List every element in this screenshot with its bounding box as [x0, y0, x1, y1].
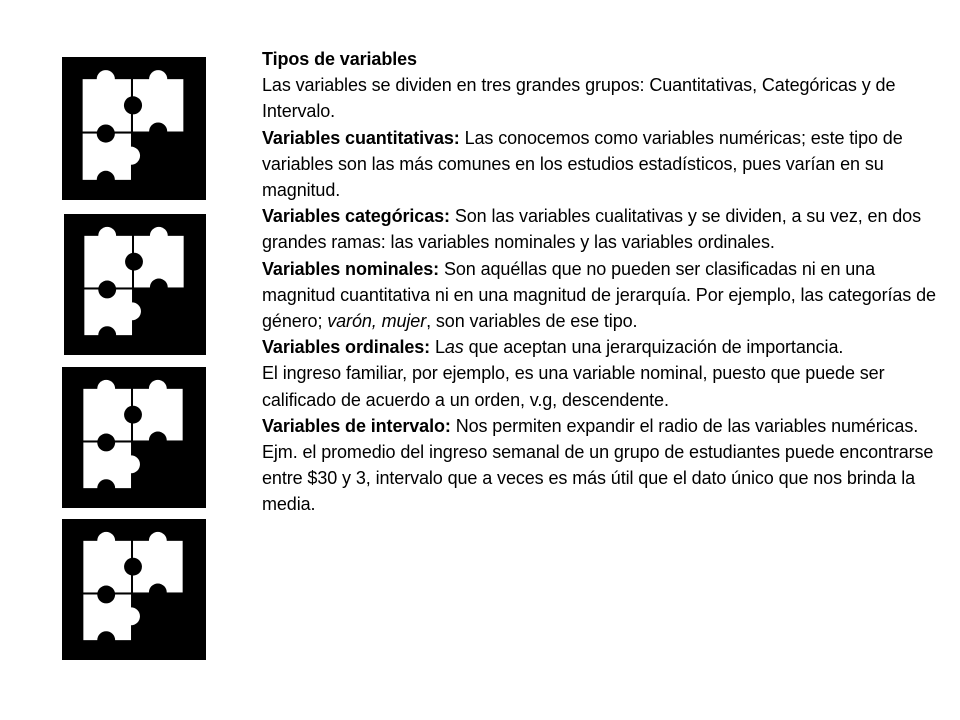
- ordinales-term: Variables ordinales:: [262, 337, 431, 358]
- puzzle-icon: [64, 214, 206, 355]
- nominales-term: Variables nominales:: [262, 258, 440, 279]
- categoricas-text: Son las variables cualitativas y se dividen, a su vez, en dos grandes ramas: las variables nominales y las variables ordinales.: [262, 206, 921, 253]
- intervalo-paragraph: [262, 413, 952, 439]
- nominales-text-b: , son variables de ese tipo.: [426, 311, 638, 332]
- cuantitativas-term: Variables cuantitativas:: [262, 127, 460, 148]
- nominales-text-a: Son aquéllas que no pueden ser clasificadas ni en una magnitud cuantitativa ni en una magnitud de jerarquía. Por ejemplo, las categorías de género;: [262, 258, 936, 332]
- ordinales-text-pre: L: [430, 337, 445, 358]
- intervalo-text: Nos permiten expandir el radio de las variables numéricas.: [450, 415, 919, 436]
- ordinales-paragraph: [262, 334, 952, 360]
- cuantitativas-paragraph: [262, 125, 952, 204]
- ordinales-italic: as: [444, 337, 464, 358]
- slide-text-block: [262, 46, 952, 518]
- ingreso-paragraph: El ingreso familiar, por ejemplo, es una variable nominal, puesto que puede ser calificado de acuerdo a un orden, v.g, descendente.: [262, 363, 885, 410]
- nominales-italic: varón, mujer: [327, 311, 427, 332]
- intro-paragraph: Las variables se dividen en tres grandes grupos: Cuantitativas, Categóricas y de Intervalo.: [262, 75, 896, 122]
- slide-title: Tipos de variables: [262, 49, 417, 69]
- puzzle-icon: [62, 367, 206, 508]
- categoricas-paragraph: [262, 203, 952, 255]
- intervalo-term: Variables de intervalo:: [262, 415, 451, 436]
- puzzle-icon: [62, 519, 206, 660]
- puzzle-decoration-column: [0, 0, 240, 720]
- ordinales-text-post: que aceptan una jerarquización de importancia.: [463, 337, 844, 358]
- ejemplo-paragraph: Ejm. el promedio del ingreso semanal de un grupo de estudiantes puede encontrarse entre $30 y 3, intervalo que a veces es más útil que el dato único que nos brinda la media.: [262, 442, 934, 515]
- nominales-paragraph: [262, 256, 952, 335]
- categoricas-term: Variables categóricas:: [262, 206, 450, 227]
- cuantitativas-text: Las conocemos como variables numéricas; este tipo de variables son las más comunes en los estudios estadísticos, pues varían en su magnitud.: [262, 127, 903, 201]
- puzzle-icon: [62, 57, 206, 200]
